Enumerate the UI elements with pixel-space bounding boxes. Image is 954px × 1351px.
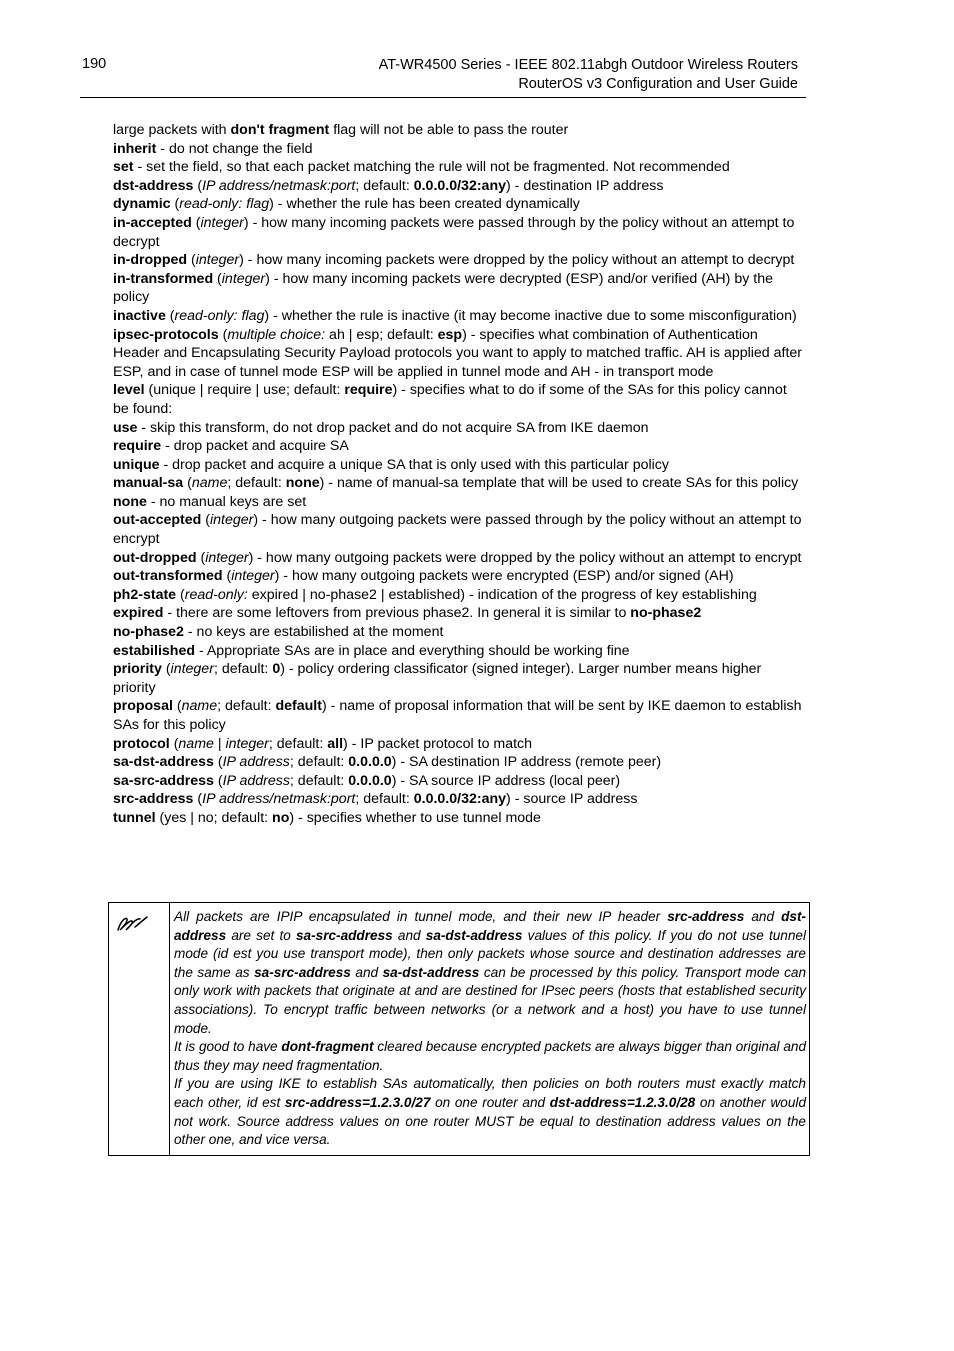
term: in-accepted <box>113 214 192 231</box>
text-run: ; default: <box>217 698 276 715</box>
term: level <box>113 382 145 399</box>
property-entry <box>113 586 803 605</box>
text-run: ) - SA source IP address (local peer) <box>391 772 621 789</box>
text-run: are set to <box>226 927 296 943</box>
header-title-line1: AT-WR4500 Series - IEEE 802.11abgh Outdoor Wireless Routers <box>378 57 798 73</box>
property-entry <box>113 381 803 418</box>
property-entry <box>113 809 803 828</box>
text-run: on another would not work. Source address values on one router MUST be equal to destination address values on the other one, and vice versa. <box>174 1094 806 1148</box>
text-run: ) - name of proposal information that will be sent by IKE daemon to establish SAs for this policy <box>113 698 802 733</box>
property-entry <box>113 511 803 548</box>
property-entry <box>113 437 803 456</box>
note-paragraph <box>174 1075 806 1149</box>
term: 0 <box>272 661 281 678</box>
term: none <box>113 493 147 510</box>
text-run: values of this policy. If you do not use tunnel mode (id est you use transport mode), then only packets whose source and destination addresses are the same as <box>174 927 807 980</box>
term: proposal <box>113 698 173 715</box>
text-run: ; default: <box>289 754 349 771</box>
header-titles <box>379 56 798 93</box>
text-run: If you are using IKE to establish SAs automatically, then policies on both routers must exactly match each other, id est <box>174 1076 806 1110</box>
term: sa-src-address <box>295 927 393 943</box>
term: 0.0.0.0 <box>348 772 392 789</box>
text-run: - set the field, so that each packet matching the rule will not be fragmented. Not recommended <box>133 159 730 176</box>
type-label: multiple choice: <box>227 326 326 343</box>
text-run: - drop packet and acquire a unique SA that is only used with this particular policy <box>159 456 669 473</box>
type-label: integer <box>225 735 269 752</box>
text-run: ) - specifies what combination of Authentication Header and Encapsulating Security Payload protocols you want to apply to matched traffic. AH is applied after ESP, and in case of tunnel mode ESP will be applied in tunnel mode and AH - in transport mode <box>113 326 803 380</box>
property-entry <box>113 567 803 586</box>
term: require <box>344 382 393 399</box>
text-run: ) - whether the rule is inactive (it may become inactive due to some misconfiguration) <box>264 307 797 324</box>
property-entry <box>113 604 803 623</box>
property-entry <box>113 121 803 140</box>
text-run: and <box>350 964 383 980</box>
note-icon-cell <box>109 903 170 1155</box>
text-run: ( <box>172 698 182 715</box>
term: src-address=1.2.3.0/27 <box>284 1094 431 1110</box>
text-run: and <box>744 909 782 924</box>
text-run: - Appropriate SAs are in place and everything should be working fine <box>195 642 630 659</box>
text-run: All packets are IPIP encapsulated in tunnel mode, and their new IP header <box>174 909 668 924</box>
text-run: ) - specifies what to do if some of the SAs for this policy cannot be found: <box>113 382 787 417</box>
term: out-transformed <box>113 568 223 585</box>
property-entry <box>113 790 803 809</box>
text-run: (unique | require | use; default: <box>144 382 345 399</box>
type-label: integer <box>209 512 254 529</box>
text-run: ( <box>165 307 175 324</box>
text-run: can be processed by this policy. Transport mode can only work with packets that originate at and are destined for IPsec peers (hosts that established security associations). To encrypt traffic between networks (or a network and a host) you have to use tunnel mode. <box>174 964 807 1036</box>
text-run: ; default: <box>355 177 414 194</box>
text-run: ) - IP packet protocol to match <box>343 735 533 752</box>
text-run: large packets with <box>113 122 231 138</box>
term: 0.0.0.0/32:any <box>413 791 507 808</box>
term: unique <box>113 456 160 473</box>
text-run: ( <box>193 177 203 194</box>
text-run: ) - source IP address <box>506 791 638 808</box>
property-list <box>113 121 803 828</box>
term: dont-fragment <box>281 1039 374 1055</box>
property-entry <box>113 419 803 438</box>
text-run: ) - how many incoming packets were decrypted (ESP) and/or verified (AH) by the policy <box>113 270 773 306</box>
term: esp <box>437 326 463 343</box>
property-entry <box>113 660 803 697</box>
page-number: 190 <box>82 56 107 72</box>
term: priority <box>113 661 162 678</box>
text-run: - there are some leftovers from previous phase2. In general it is similar to <box>163 605 631 622</box>
term: set <box>113 159 134 176</box>
text-run: ( <box>196 549 206 566</box>
property-entry <box>113 140 803 159</box>
property-entry <box>113 697 803 734</box>
type-label: IP address/netmask:port <box>202 177 356 194</box>
type-label: integer <box>231 568 275 585</box>
type-label: IP address/netmask:port <box>202 791 356 808</box>
term: manual-sa <box>113 475 184 492</box>
note-paragraph <box>174 908 806 1038</box>
text-run: ) - how many incoming packets were dropped by the policy without an attempt to decrypt <box>239 252 795 269</box>
property-entry <box>113 493 803 512</box>
term: dst-address=1.2.3.0/28 <box>549 1094 696 1110</box>
term: src-address <box>667 909 745 924</box>
term: ipsec-protocols <box>113 326 219 343</box>
term: dst-address <box>174 909 807 943</box>
note-box <box>108 902 810 1156</box>
term: sa-dst-address <box>425 927 523 943</box>
text-run: ) - specifies whether to use tunnel mode <box>289 809 541 826</box>
term: none <box>285 475 320 492</box>
term: inactive <box>113 307 166 324</box>
text-run: ( <box>213 754 223 771</box>
text-run: It is good to have <box>174 1039 282 1055</box>
term: require <box>113 438 162 455</box>
term: sa-dst-address <box>113 754 214 771</box>
type-label: integer <box>205 549 249 566</box>
text-run: ; default: <box>268 735 328 752</box>
property-entry <box>113 623 803 642</box>
term: no-phase2 <box>113 624 184 641</box>
property-entry <box>113 195 803 214</box>
type-label: read-only: flag <box>179 196 270 213</box>
text-run: ) - policy ordering classificator (signed integer). Larger number means higher priority <box>113 661 762 696</box>
text-run: ( <box>218 326 228 343</box>
text-run: flag will not be able to pass the router <box>329 122 569 138</box>
term: in-dropped <box>113 252 188 269</box>
text-run: ) - how many incoming packets were passed through by the policy without an attempt to decrypt <box>113 214 795 250</box>
text-run: ; default: <box>355 791 414 808</box>
term: sa-src-address <box>254 964 351 980</box>
type-label: read-only: flag <box>174 307 265 324</box>
property-entry <box>113 549 803 568</box>
text-run: ( <box>170 196 180 213</box>
text-run: - do not change the field <box>156 140 313 157</box>
text-run: ( <box>187 252 196 269</box>
note-text <box>170 903 809 1155</box>
property-entry <box>113 772 803 791</box>
term: dynamic <box>113 196 171 213</box>
property-entry <box>113 642 803 661</box>
note-paragraph <box>174 1038 806 1075</box>
property-entry <box>113 251 803 270</box>
text-run: ( <box>169 735 179 752</box>
text-run: ) - name of manual-sa template that will be used to create SAs for this policy <box>319 475 799 492</box>
property-entry <box>113 270 803 307</box>
text-run: - drop packet and acquire SA <box>161 438 349 455</box>
text-run: ) - how many outgoing packets were encrypted (ESP) and/or signed (AH) <box>274 568 734 585</box>
type-label: integer <box>221 270 266 287</box>
property-entry <box>113 307 803 326</box>
property-entry <box>113 456 803 475</box>
type-label: integer <box>195 252 240 269</box>
note-pen-icon <box>115 915 149 933</box>
term: tunnel <box>113 809 156 826</box>
type-label: name <box>191 475 228 492</box>
term: out-dropped <box>113 549 197 566</box>
text-run: ; default: <box>289 772 349 789</box>
text-run: - skip this transform, do not drop packet and do not acquire SA from IKE daemon <box>137 419 649 436</box>
text-run: ( <box>193 791 203 808</box>
type-label: name <box>181 698 218 715</box>
text-run: ) - how many outgoing packets were dropped by the policy without an attempt to encrypt <box>248 549 802 566</box>
property-entry <box>113 326 803 382</box>
text-run: ( <box>161 661 171 678</box>
text-run: ah | esp; default: <box>325 326 438 343</box>
text-run: | <box>213 735 226 752</box>
type-label: IP address <box>222 772 290 789</box>
text-run: - no keys are estabilished at the moment <box>183 624 444 641</box>
term: in-transformed <box>113 270 214 287</box>
text-run: expired | no-phase2 | established) - indication of the progress of key establishing <box>247 586 757 603</box>
term: default <box>275 698 322 715</box>
text-run: ) - whether the rule has been created dynamically <box>269 196 580 213</box>
property-entry <box>113 753 803 772</box>
term: all <box>327 735 344 752</box>
term: no <box>272 809 290 826</box>
text-run: ) - how many outgoing packets were passed through by the policy without an attempt to encrypt <box>113 512 802 548</box>
term: no-phase2 <box>630 605 702 622</box>
term: sa-src-address <box>113 772 214 789</box>
term: estabilished <box>113 642 196 659</box>
text-run: ( <box>191 214 201 231</box>
property-entry <box>113 158 803 177</box>
text-run: - no manual keys are set <box>146 493 307 510</box>
type-label: name <box>178 735 214 752</box>
term: protocol <box>113 735 170 752</box>
text-run: ; default: <box>213 661 273 678</box>
term: 0.0.0.0/32:any <box>413 177 506 194</box>
term: dst-address <box>113 177 194 194</box>
text-run: ; default: <box>227 475 286 492</box>
text-run: and <box>392 927 426 943</box>
term: sa-dst-address <box>382 964 480 980</box>
term: expired <box>113 605 164 622</box>
text-run: cleared because encrypted packets are always bigger than original and thus they may need fragmentation. <box>174 1039 807 1073</box>
text-run: ) - destination IP address <box>506 177 664 194</box>
text-run: ( <box>201 512 210 529</box>
type-label: read-only: <box>184 586 248 603</box>
text-run: ( <box>176 586 185 603</box>
type-label: IP address <box>222 754 290 771</box>
text-run: (yes | no; default: <box>155 809 273 826</box>
term: out-accepted <box>113 512 202 529</box>
property-entry <box>113 735 803 754</box>
text-run: ( <box>183 475 192 492</box>
page-header <box>80 56 806 98</box>
property-entry <box>113 214 803 251</box>
property-entry <box>113 177 803 196</box>
term: src-address <box>113 791 194 808</box>
type-label: integer <box>200 214 244 231</box>
term: use <box>113 419 138 436</box>
property-entry <box>113 474 803 493</box>
term: don't fragment <box>230 122 330 138</box>
text-run: ) - SA destination IP address (remote peer) <box>391 754 662 771</box>
text-run: ( <box>222 568 232 585</box>
term: 0.0.0.0 <box>348 754 392 771</box>
text-run: on one router and <box>430 1094 550 1110</box>
type-label: integer <box>170 661 214 678</box>
term: inherit <box>113 140 157 157</box>
text-run: ( <box>213 270 222 287</box>
term: ph2-state <box>113 586 177 603</box>
text-run: ( <box>213 772 223 789</box>
header-title-line2: RouterOS v3 Configuration and User Guide <box>518 75 798 92</box>
